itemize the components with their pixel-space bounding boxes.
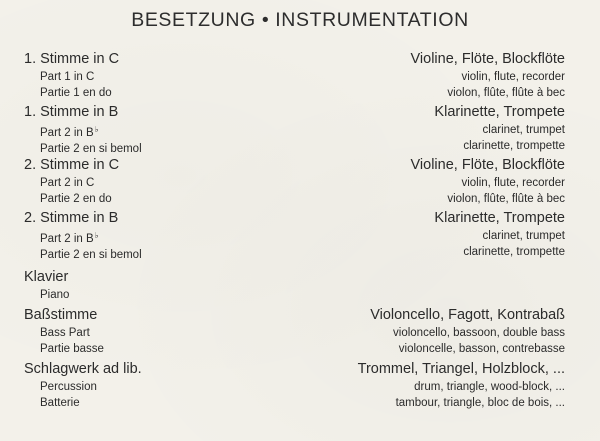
part-name-fr: Batterie (40, 397, 80, 409)
instrument-names (411, 50, 565, 101)
instruments-fr: clarinette, trompette (463, 246, 565, 258)
part-name-fr: Partie 2 en si bemol (40, 143, 142, 155)
instruments-de: Violine, Flöte, Blockflöte (410, 157, 565, 173)
part-name-fr: Partie 1 en do (40, 87, 112, 99)
instrument-names (434, 103, 565, 154)
part-name-de: 2. Stimme in B (24, 210, 119, 226)
flat-sign: ♭ (94, 125, 99, 134)
instruments-de: Violine, Flöte, Blockflöte (410, 51, 565, 67)
part-name-fr: Partie basse (40, 343, 104, 355)
instrument-names (358, 360, 565, 411)
part-names (24, 360, 142, 411)
part-name-de: 2. Stimme in C (24, 157, 120, 173)
part-name-en: Part 1 in C (40, 71, 95, 83)
part-name-en: Percussion (40, 381, 97, 393)
page-title: BESETZUNG • INSTRUMENTATION (131, 9, 469, 31)
instruments-fr: clarinette, trompette (463, 140, 565, 152)
part-name-de: Baßstimme (24, 307, 98, 323)
part-name-fr: Partie 2 en si bemol (40, 249, 142, 261)
part-names (24, 50, 119, 101)
instruments-fr: violon, flûte, flûte à bec (447, 87, 565, 99)
instrument-names (411, 156, 565, 207)
instruments-en: drum, triangle, wood-block, ... (414, 381, 565, 393)
instrument-names (434, 209, 565, 260)
instruments-en: clarinet, trumpet (482, 124, 565, 136)
part-name-fr: Partie 2 en do (40, 193, 112, 205)
part-names (24, 209, 142, 263)
part-name-de: Klavier (24, 269, 69, 285)
part-name-en: Bass Part (40, 327, 90, 339)
instruments-fr: violon, flûte, flûte à bec (447, 193, 565, 205)
instrument-names (370, 306, 565, 357)
part-names (24, 306, 104, 357)
instruments-en: clarinet, trumpet (482, 230, 565, 242)
instruments-en: violoncello, bassoon, double bass (393, 327, 565, 339)
instruments-en: violin, flute, recorder (461, 71, 565, 83)
part-name-en: Part 2 in B (40, 127, 94, 139)
part-name-en: Piano (40, 289, 70, 301)
part-name-en-line (24, 228, 142, 247)
part-name-de: Schlagwerk ad lib. (24, 361, 142, 377)
instruments-en: violin, flute, recorder (461, 177, 565, 189)
instruments-fr: violoncelle, basson, contrebasse (398, 343, 565, 355)
part-name-de: 1. Stimme in B (24, 104, 119, 120)
instruments-fr: tambour, triangle, bloc de bois, ... (395, 397, 565, 409)
part-name-en: Part 2 in B (40, 233, 94, 245)
part-names (24, 268, 69, 303)
part-name-en-line (24, 122, 142, 141)
instruments-de: Violoncello, Fagott, Kontrabaß (370, 307, 565, 323)
part-name-en: Part 2 in C (40, 177, 95, 189)
instruments-de: Klarinette, Trompete (434, 210, 565, 226)
part-names (24, 103, 142, 157)
instruments-de: Trommel, Triangel, Holzblock, ... (357, 361, 565, 377)
instruments-de: Klarinette, Trompete (434, 104, 565, 120)
part-name-de: 1. Stimme in C (24, 51, 120, 67)
flat-sign: ♭ (94, 231, 99, 240)
part-names (24, 156, 119, 207)
